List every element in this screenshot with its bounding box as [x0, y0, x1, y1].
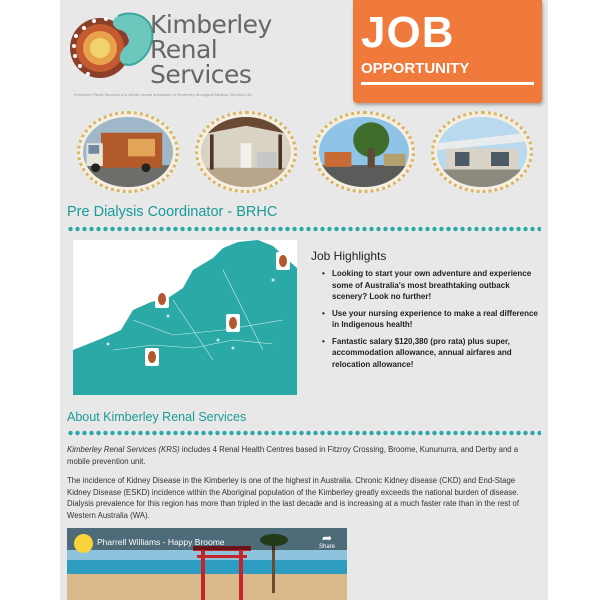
- job-title: JOB: [361, 8, 455, 57]
- channel-avatar-icon[interactable]: [74, 534, 93, 553]
- photo-boab-tree-clinic: [313, 111, 415, 193]
- krs-logo: [66, 6, 158, 86]
- tagline: Kimberley Renal Services is a wholly owned subsidiary of Kimberley Aboriginal Medical Services Ltd: [74, 92, 252, 97]
- highlight-item: • Looking to start your own adventure and experience some of Australia's most breathtaking outback scenery? Look no further!: [322, 268, 540, 303]
- brand-name: Kimberley Renal Services: [150, 10, 272, 89]
- highlights-list: [322, 268, 540, 375]
- about-paragraph-2: The incidence of Kidney Disease in the Kimberley is one of the highest in Australia. Chronic Kidney disease (CKD) and End-Stage Kidney Disease (ESKD) incidence within the Aboriginal population of the Kimberley greatly exceeds the national burden of disease. Dialysis prevalence for this region has more than tripled in the last decade and is increasing at a much faster rate than in the rest of Western Australia (WA).: [67, 476, 520, 520]
- share-icon: ➦: [321, 531, 333, 545]
- dotted-divider: [67, 430, 541, 436]
- share-label: Share: [318, 544, 335, 550]
- job-opportunity-banner: [353, 0, 542, 103]
- job-flyer: [60, 0, 548, 600]
- highlights-title: Job Highlights: [311, 249, 387, 263]
- position-title: Pre Dialysis Coordinator - BRHC: [67, 204, 278, 220]
- about-paragraph-1: Kimberley Renal Services (KRS) includes 4 Renal Health Centres based in Fitzroy Crossing, Broome, Kununurra, and Derby and a mobile prevention unit.: [67, 445, 519, 466]
- kimberley-map: [73, 240, 297, 395]
- photo-covered-walkway: [195, 111, 297, 193]
- video-title[interactable]: Pharrell Williams - Happy Broome: [97, 537, 225, 547]
- krs-name: Kimberley Renal Services (KRS): [67, 445, 180, 454]
- dotted-divider: [67, 226, 541, 232]
- job-subtitle: OPPORTUNITY: [361, 60, 470, 77]
- video-embed[interactable]: [67, 528, 347, 600]
- photo-mobile-renal-truck: [77, 111, 179, 193]
- highlight-item: • Fantastic salary $120,380 (pro rata) plus super, accommodation allowance, annual airfares and relocation allowance!: [322, 336, 540, 371]
- share-button[interactable]: [316, 532, 338, 550]
- highlight-item: • Use your nursing experience to make a real difference in Indigenous health!: [322, 308, 540, 331]
- photo-health-centre-building: [431, 111, 533, 193]
- about-title: About Kimberley Renal Services: [67, 410, 247, 424]
- banner-underline: [361, 82, 534, 85]
